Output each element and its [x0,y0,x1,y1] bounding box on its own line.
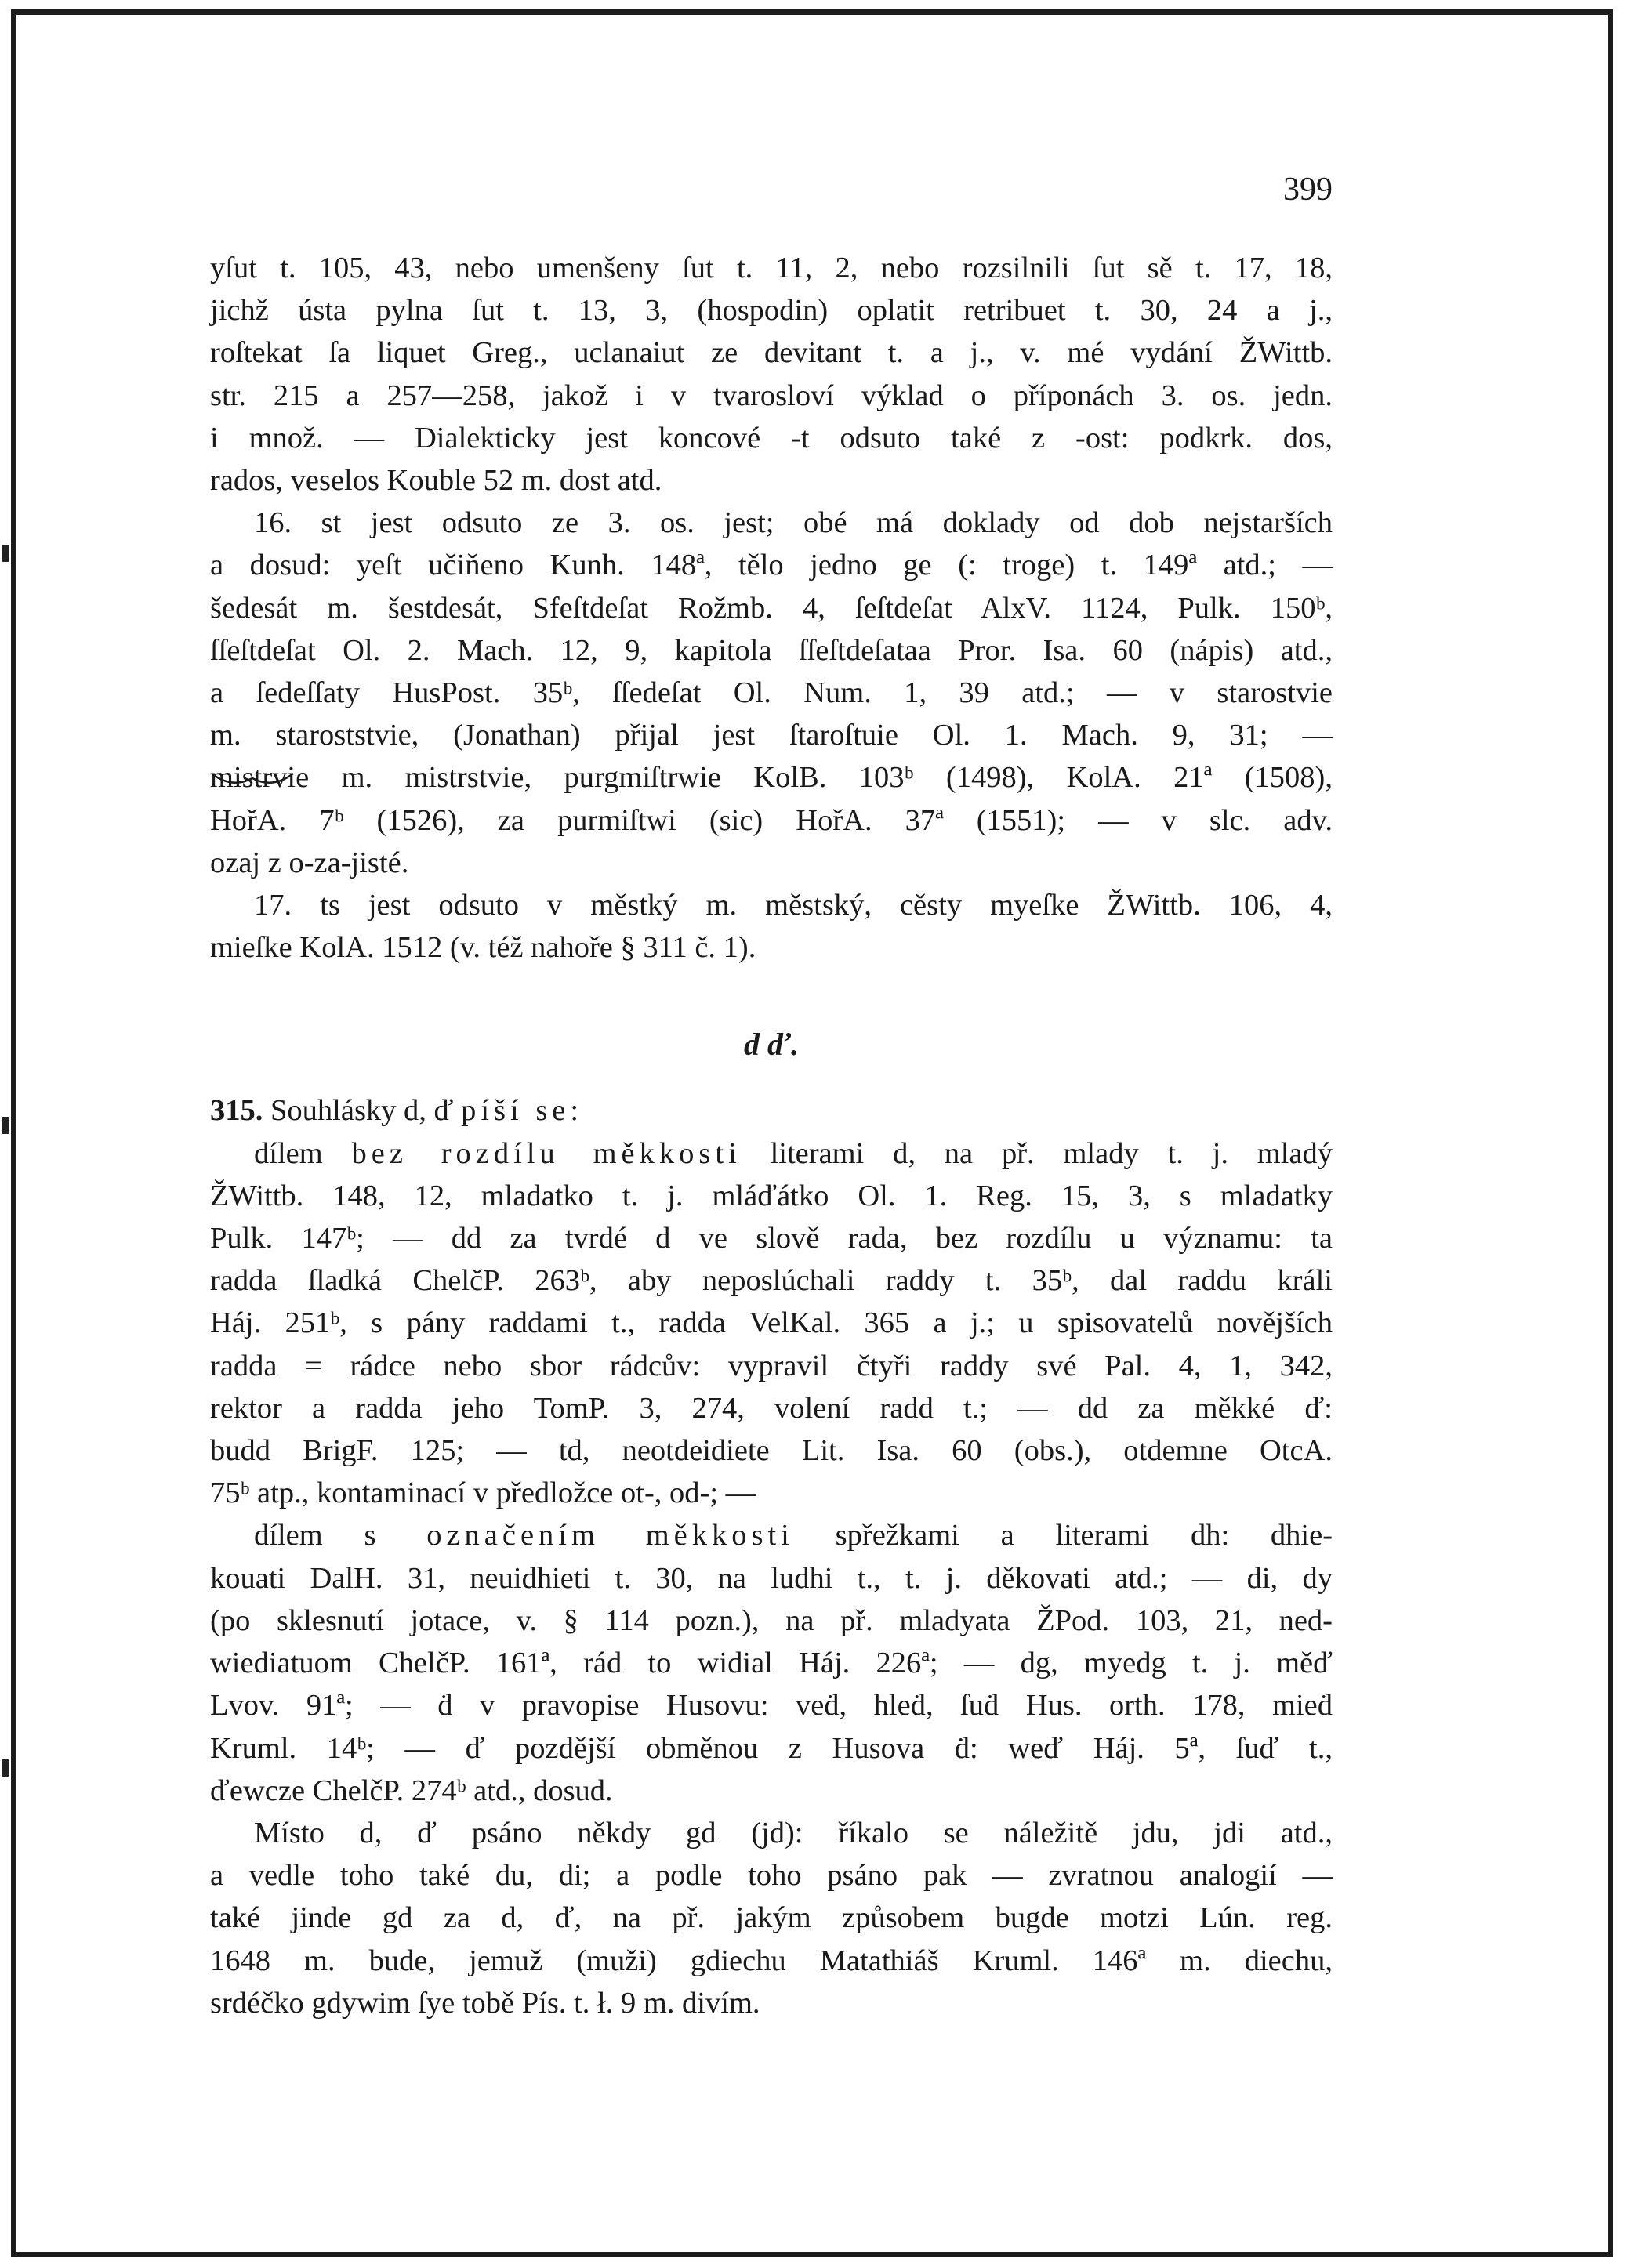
text-line: 17. ts jest odsuto v městký m. městský, cěsty myeſke ŽWittb. 106, 4, [254,889,1333,922]
paragraph-misto [210,1812,1333,2024]
text-line: ďewcze ChelčP. 274ᵇ atd., dosud. [210,1773,613,1807]
text-line: rados, veselos Kouble 52 m. dost atd. [210,464,662,498]
text-line: mieſke KolA. 1512 (v. též nahoře § 311 č. 1). [210,931,756,965]
section-title-text: Souhlásky d, ď [270,1094,454,1128]
text-line: radda ſladká ChelčP. 263ᵇ, aby neposlúchali raddy t. 35ᵇ, dal raddu králi [210,1264,1333,1298]
section-315-title [210,1089,1333,1132]
paragraph-bez-rozdilu [210,1132,1333,1515]
text-line: ozaj z o-za-jisté. [210,846,409,879]
text-run: spřežkami a literami dh: dhie- [835,1519,1333,1552]
text-line: srdéčko gdywim ſye tobě Pís. t. ł. 9 m. divím. [210,1986,760,2020]
paragraph-16 [210,502,1333,884]
text-line: 1648 m. bude, jemuž (muži) gdiechu Matathiáš Kruml. 146ª m. diechu, [210,1944,1333,1977]
text-line: a dosud: yeſt učiňeno Kunh. 148ª, tělo jedno ge (: troge) t. 149ª atd.; — [210,549,1333,582]
text-run: literami d, na př. mlady t. j. mladý [770,1136,1333,1170]
spaced-term: bez rozdílu měkkosti [351,1136,742,1170]
text-line: i množ. — Dialekticky jest koncové -t odsuto také z -ost: podkrk. dos, [210,421,1333,455]
text-line: yſut t. 105, 43, nebo umenšeny ſut t. 11, 2, nebo rozsilnili ſut sě t. 17, 18, [210,252,1333,284]
text-line: (po sklesnutí jotace, v. § 114 pozn.), na př. mladyata ŽPod. 103, 21, ned- [210,1603,1333,1637]
text-line: Lvov. 91ª; — ḋ v pravopise Husovu: veḋ, hleḋ, ſuḋ Hus. orth. 178, mieḋ [210,1689,1333,1723]
section-title-spaced: píší se: [461,1094,584,1128]
text-line: 16. st jest odsuto ze 3. os. jest; obé má doklady od dob nejstarších [254,506,1333,540]
text-line: Kruml. 14ᵇ; — ď pozdější obměnou z Husova ḋ: weď Háj. 5ª, ſuď t., [210,1731,1333,1765]
text-line: také jinde gd za d, ď, na př. jakým způsobem bugde motzi Lún. reg. [210,1901,1333,1935]
text-line: ſſeſtdeſat Ol. 2. Mach. 12, 9, kapitola ſſeſtdeſataa Pror. Isa. 60 (nápis) atd., [210,633,1333,667]
edge-mark [2,545,9,562]
text-line: rektor a radda jeho TomP. 3, 274, volení radd t.; — dd za měkké ď: [210,1391,1333,1425]
text-run: dílem [254,1519,323,1552]
text-line: roſtekat ſa liquet Greg., uclanaiut ze devitant t. a j., v. mé vydání ŽWittb. [210,336,1333,370]
paragraph-s-oznacenim [210,1514,1333,1811]
text-line: kouati DalH. 31, neuidhieti t. 30, na ludhi t., t. j. děkovati atd.; — di, dy [210,1561,1333,1595]
text-line: wiediatuom ChelčP. 161ª, rád to widial Háj. 226ª; — dg, myedg t. j. měď [210,1647,1333,1680]
edge-mark [2,1759,9,1777]
text-line: a vedle toho také du, di; a podle toho psáno pak — zvratnou analogií — [210,1859,1333,1893]
text-line: radda = rádce nebo sbor rádcův: vypravil čtyři raddy své Pal. 4, 1, 342, [210,1349,1333,1382]
text-line: ŽWittb. 148, 12, mladatko t. j. mláďátko Ol. 1. Reg. 15, 3, s mladatky [210,1179,1333,1212]
text-line: Háj. 251ᵇ, s pány raddami t., radda VelKal. 365 a j.; u spisovatelů novějších [210,1306,1333,1340]
text-line: 75ᵇ atp., kontaminací v předložce ot-, od-; — [210,1476,756,1510]
edge-mark [2,1117,9,1134]
page-number: 399 [1283,172,1333,208]
text-line: HořA. 7ᵇ (1526), za purmiſtwi (sic) HořA. 37ª (1551); — v slc. adv. [210,803,1333,837]
text-line: jichž ústa pylna ſut t. 13, 3, (hospodin) oplatit retribuet t. 30, 24 a j., [210,294,1333,328]
section-number: 315. [210,1094,263,1128]
text-line: šedesát m. šestdesát, Sfeſtdeſat Rožmb. 4, ſeſtdeſat AlxV. 1124, Pulk. 150ᵇ, [210,591,1333,625]
text-line: mistrvie m. mistrstvie, purgmiſtrwie KolB. 103ᵇ (1498), KolA. 21ª (1508), [210,761,1333,795]
text-line: m. staroststvie, (Jonathan) přijal jest ſtaroſtuie Ol. 1. Mach. 9, 31; — [210,719,1333,752]
text-line: a ſedeſſaty HusPost. 35ᵇ, ſſedeſat Ol. Num. 1, 39 atd.; — v starostvie [210,676,1333,710]
text-line [210,1132,1333,1175]
paragraph-intro [210,247,1333,502]
spaced-term: s označením měkkosti [364,1519,794,1552]
section-heading: d ď. [744,1027,799,1063]
text-line: str. 215 a 257—258, jakož i v tvarosloví výklad o příponách 3. os. jedn. [210,379,1333,412]
paragraph-17 [210,884,1333,969]
text-line: Místo d, ď psáno někdy gd (jd): říkalo se náležitě jdu, jdi atd., [254,1816,1333,1850]
text-line [210,1514,1333,1556]
text-line: budd BrigF. 125; — td, neotdeidiete Lit. Isa. 60 (obs.), otdemne OtcA. [210,1434,1333,1468]
page-body [210,247,1333,2024]
text-run: dílem [254,1136,323,1170]
text-line: Pulk. 147ᵇ; — dd za tvrdé d ve slově rada, bez rozdílu u významu: ta [210,1222,1333,1255]
